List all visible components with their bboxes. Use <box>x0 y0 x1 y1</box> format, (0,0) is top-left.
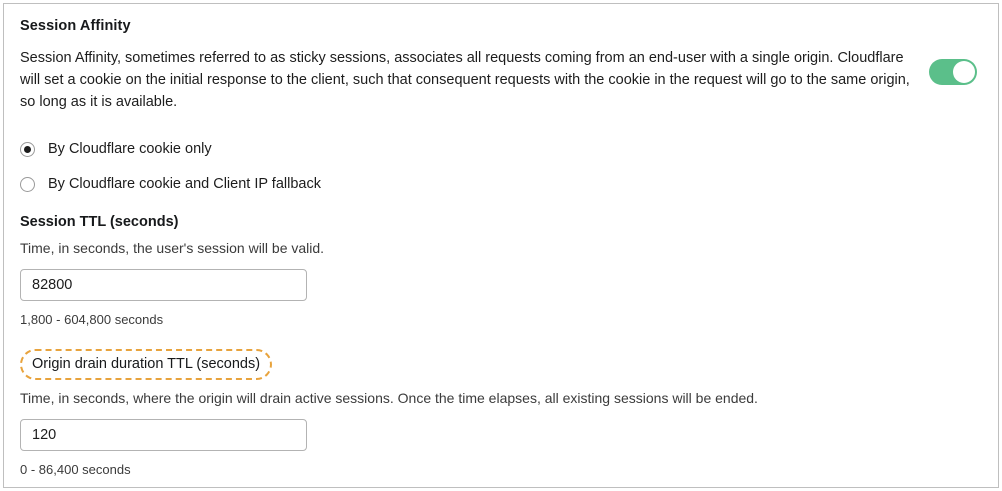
origin-drain-range: 0 - 86,400 seconds <box>20 462 131 477</box>
toggle-knob <box>953 61 975 83</box>
origin-drain-help: Time, in seconds, where the origin will drain active sessions. Once the time elapses, all existing sessions will be ended. <box>20 390 758 406</box>
page-title: Session Affinity <box>20 18 131 34</box>
radio-icon-unselected[interactable] <box>20 177 35 192</box>
section-description: Session Affinity, sometimes referred to as sticky sessions, associates all requests coming from an end-user with a single origin. Cloudflare will set a cookie on the initial response to the client, such that consequent requests with the cookie in the request will go to the same origin, so long as it is available. <box>20 50 910 110</box>
radio-option-cookie-and-ip[interactable] <box>20 170 982 198</box>
session-ttl-help: Time, in seconds, the user's session will be valid. <box>20 240 325 256</box>
origin-drain-input[interactable] <box>20 419 307 451</box>
origin-drain-label: Origin drain duration TTL (seconds) <box>20 349 272 380</box>
session-ttl-range: 1,800 - 604,800 seconds <box>20 312 164 327</box>
panel-content <box>20 18 982 477</box>
session-affinity-toggle[interactable] <box>929 59 977 85</box>
session-ttl-input[interactable] <box>20 269 307 301</box>
radio-icon-selected[interactable] <box>20 142 35 157</box>
radio-option-cookie-only[interactable] <box>20 135 982 163</box>
session-ttl-label: Session TTL (seconds) <box>20 214 179 230</box>
session-affinity-panel <box>3 3 999 488</box>
radio-option-label: By Cloudflare cookie and Client IP fallback <box>48 176 321 192</box>
affinity-mode-radio-group <box>20 135 982 198</box>
radio-option-label: By Cloudflare cookie only <box>48 141 212 157</box>
